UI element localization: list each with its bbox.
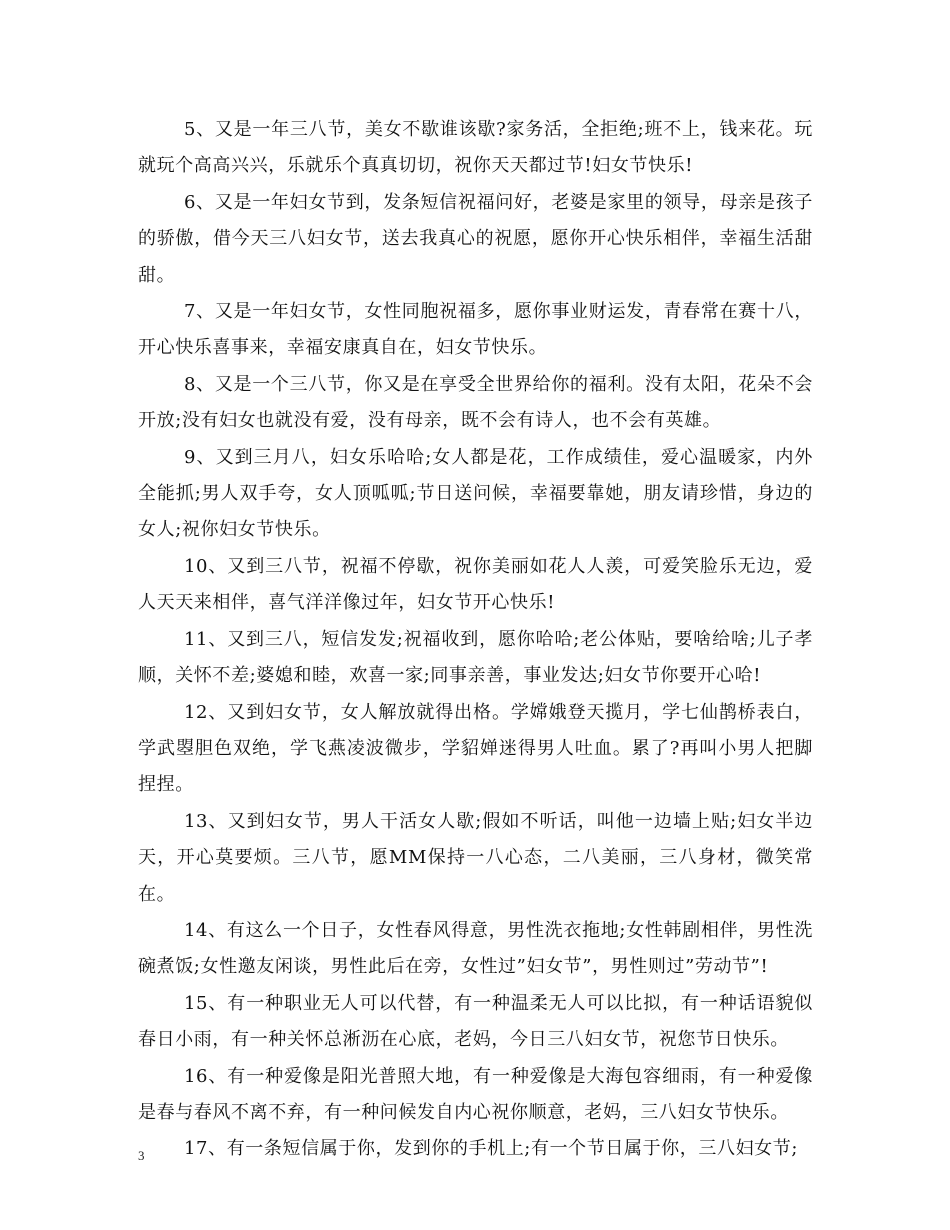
paragraph-8: 8、又是一个三八节，你又是在享受全世界给你的福利。没有太阳，花朵不会开放;没有妇女也就没有爱，没有母亲，既不会有诗人，也不会有英雄。 bbox=[138, 373, 813, 432]
paragraph-17: 17、有一条短信属于你，发到你的手机上;有一个节日属于你，三八妇女节; bbox=[184, 1138, 799, 1160]
paragraph-16: 16、有一种爱像是阳光普照大地，有一种爱像是大海包容细雨，有一种爱像是春与春风不离不弃，有一种问候发自内心祝你顺意，老妈，三八妇女节快乐。 bbox=[138, 1065, 813, 1123]
page-number: 3 bbox=[138, 1148, 145, 1163]
paragraph-5: 5、又是一年三八节，美女不歇谁该歇?家务活，全拒绝;班不上，钱来花。玩就玩个高高兴兴，乐就乐个真真切切，祝你天天都过节!妇女节快乐! bbox=[138, 119, 813, 177]
paragraph-13: 13、又到妇女节，男人干活女人歇;假如不听话，叫他一边墙上贴;妇女半边天，开心莫要烦。三八节，愿MM保持一八心态，二八美丽，三八身材，微笑常在。 bbox=[138, 810, 813, 905]
document-body bbox=[138, 112, 813, 1168]
paragraph-7: 7、又是一年妇女节，女性同胞祝福多，愿你事业财运发，青春常在赛十八，开心快乐喜事来，幸福安康真自在，妇女节快乐。 bbox=[138, 301, 813, 359]
paragraph-15: 15、有一种职业无人可以代替，有一种温柔无人可以比拟，有一种话语貌似春日小雨，有一种关怀总淅沥在心底，老妈，今日三八妇女节，祝您节日快乐。 bbox=[138, 992, 813, 1051]
paragraph-14: 14、有这么一个日子，女性春风得意，男性洗衣拖地;女性韩剧相伴，男性洗碗煮饭;女性邀友闲谈，男性此后在旁，女性过”妇女节”，男性则过”劳动节”! bbox=[138, 919, 813, 978]
paragraph-12: 12、又到妇女节，女人解放就得出格。学嫦娥登天揽月，学七仙鹊桥表白，学武曌胆色双绝，学飞燕凌波微步，学貂婵迷得男人吐血。累了?再叫小男人把脚捏捏。 bbox=[138, 701, 813, 796]
paragraph-9: 9、又到三月八，妇女乐哈哈;女人都是花，工作成绩佳，爱心温暖家，内外全能抓;男人双手夸，女人顶呱呱;节日送问候，幸福要靠她，朋友请珍惜，身边的女人;祝你妇女节快乐。 bbox=[138, 446, 813, 541]
paragraph-6: 6、又是一年妇女节到，发条短信祝福问好，老婆是家里的领导，母亲是孩子的骄傲，借今天三八妇女节，送去我真心的祝愿，愿你开心快乐相伴，幸福生活甜甜。 bbox=[138, 191, 813, 286]
paragraph-11: 11、又到三八，短信发发;祝福收到，愿你哈哈;老公体贴，要啥给啥;儿子孝顺，关怀不差;婆媳和睦，欢喜一家;同事亲善，事业发达;妇女节你要开心哈! bbox=[138, 628, 813, 687]
paragraph-10: 10、又到三八节，祝福不停歇，祝你美丽如花人人羡，可爱笑脸乐无边，爱人天天来相伴，喜气洋洋像过年，妇女节开心快乐! bbox=[138, 555, 813, 614]
